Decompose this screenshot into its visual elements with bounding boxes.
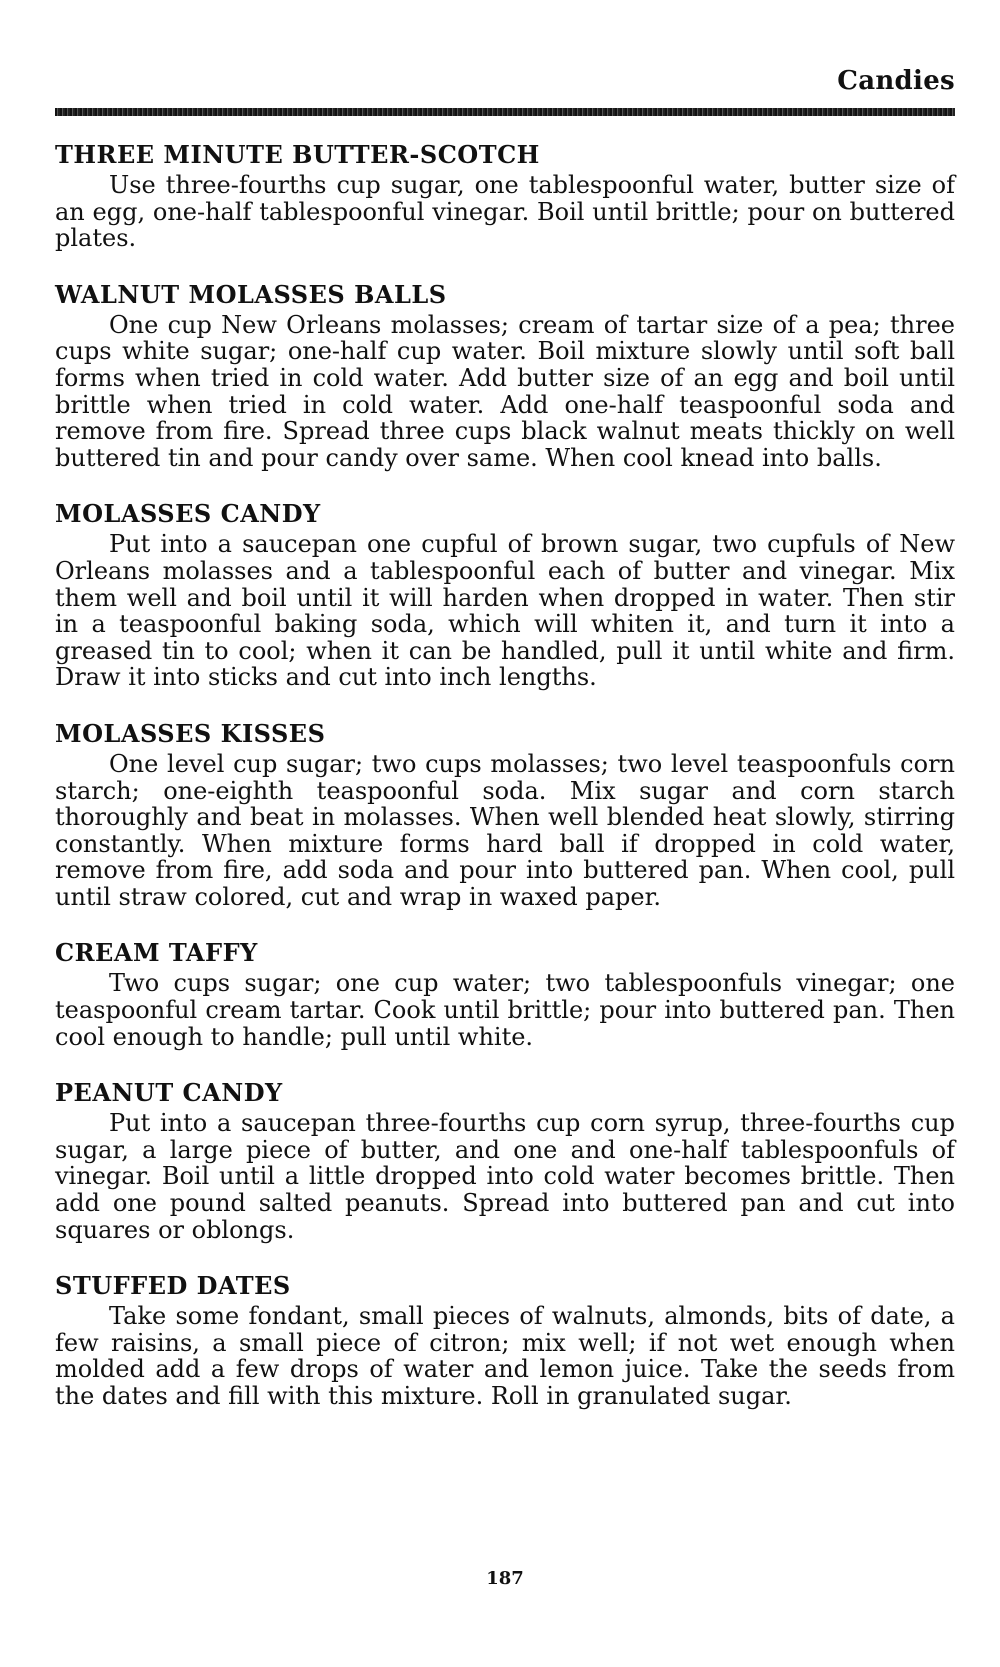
recipe-body: Take some fondant, small pieces of walnuts, almonds, bits of date, a few raisins, a small piece of citron; mix well; if not wet enough when molded add a few drops of water and lemon juice. Take the seeds from the dates and fill with this mixture. Roll in granulated sugar.: [55, 1302, 955, 1410]
page-number: 187: [486, 1568, 524, 1589]
recipe-title: MOLASSES KISSES: [55, 718, 326, 748]
recipe-title: THREE MINUTE BUTTER-SCOTCH: [55, 140, 540, 169]
recipe-three-minute-butter-scotch: [55, 140, 955, 252]
recipe-title: STUFFED DATES: [55, 1271, 291, 1301]
recipe-body: Two cups sugar; one cup water; two tablespoonfuls vinegar; one teaspoonful cream tartar. Cook until brittle; pour into buttered pan. Then cool enough to handle; pull until white.: [55, 969, 955, 1051]
recipe-title: PEANUT CANDY: [55, 1078, 283, 1108]
recipe-molasses-candy: [55, 499, 955, 691]
recipe-molasses-kisses: [55, 719, 955, 911]
recipe-body: One cup New Orleans molasses; cream of tartar size of a pea; three cups white sugar; one-half cup water. Boil mixture slowly until soft ball forms when tried in cold water. Add butter size of an egg and boil until brittle when tried in cold water. Add one-half teaspoonful soda and remove from fire. Spread three cups black walnut meats thickly on well buttered tin and pour candy over same. When cool knead into balls.: [55, 310, 955, 472]
recipe-body: Use three-fourths cup sugar, one tablespoonful water, butter size of an egg, one-half tablespoonful vinegar. Boil until brittle; pour on buttered plates.: [55, 171, 955, 253]
recipe-body: One level cup sugar; two cups molasses; two level teaspoonfuls corn starch; one-eighth teaspoonful soda. Mix sugar and corn starch thoroughly and beat in molasses. When well blended heat slowly, stirring constantly. When mixture forms hard ball if dropped in cold water, remove from fire, add soda and pour into buttered pan. When cool, pull until straw colored, cut and wrap in waxed paper.: [55, 749, 955, 911]
book-page: [55, 0, 955, 1667]
recipe-title: MOLASSES CANDY: [55, 499, 321, 529]
recipe-stuffed-dates: [55, 1271, 955, 1409]
recipe-title: CREAM TAFFY: [55, 938, 258, 968]
recipe-title: WALNUT MOLASSES BALLS: [55, 279, 447, 309]
recipe-peanut-candy: [55, 1078, 955, 1243]
recipe-walnut-molasses-balls: [55, 280, 955, 472]
running-head-title: Candies: [837, 66, 955, 96]
recipe-cream-taffy: [55, 938, 955, 1050]
header-rule-divider: [55, 108, 955, 116]
recipe-list: [55, 140, 955, 1438]
recipe-body: Put into a saucepan one cupful of brown sugar, two cupfuls of New Orleans molasses and a tablespoonful each of butter and vinegar. Mix them well and boil until it will harden when dropped in water. Then stir in a teaspoonful baking soda, which will whiten it, and turn it into a greased tin to cool; when it can be handled, pull it until white and firm. Draw it into sticks and cut into inch lengths.: [55, 530, 955, 692]
recipe-body: Put into a saucepan three-fourths cup corn syrup, three-fourths cup sugar, a large piece of butter, and one and one-half tablespoonfuls of vinegar. Boil until a little dropped into cold water becomes brittle. Then add one pound salted peanuts. Spread into buttered pan and cut into squares or oblongs.: [55, 1109, 955, 1244]
